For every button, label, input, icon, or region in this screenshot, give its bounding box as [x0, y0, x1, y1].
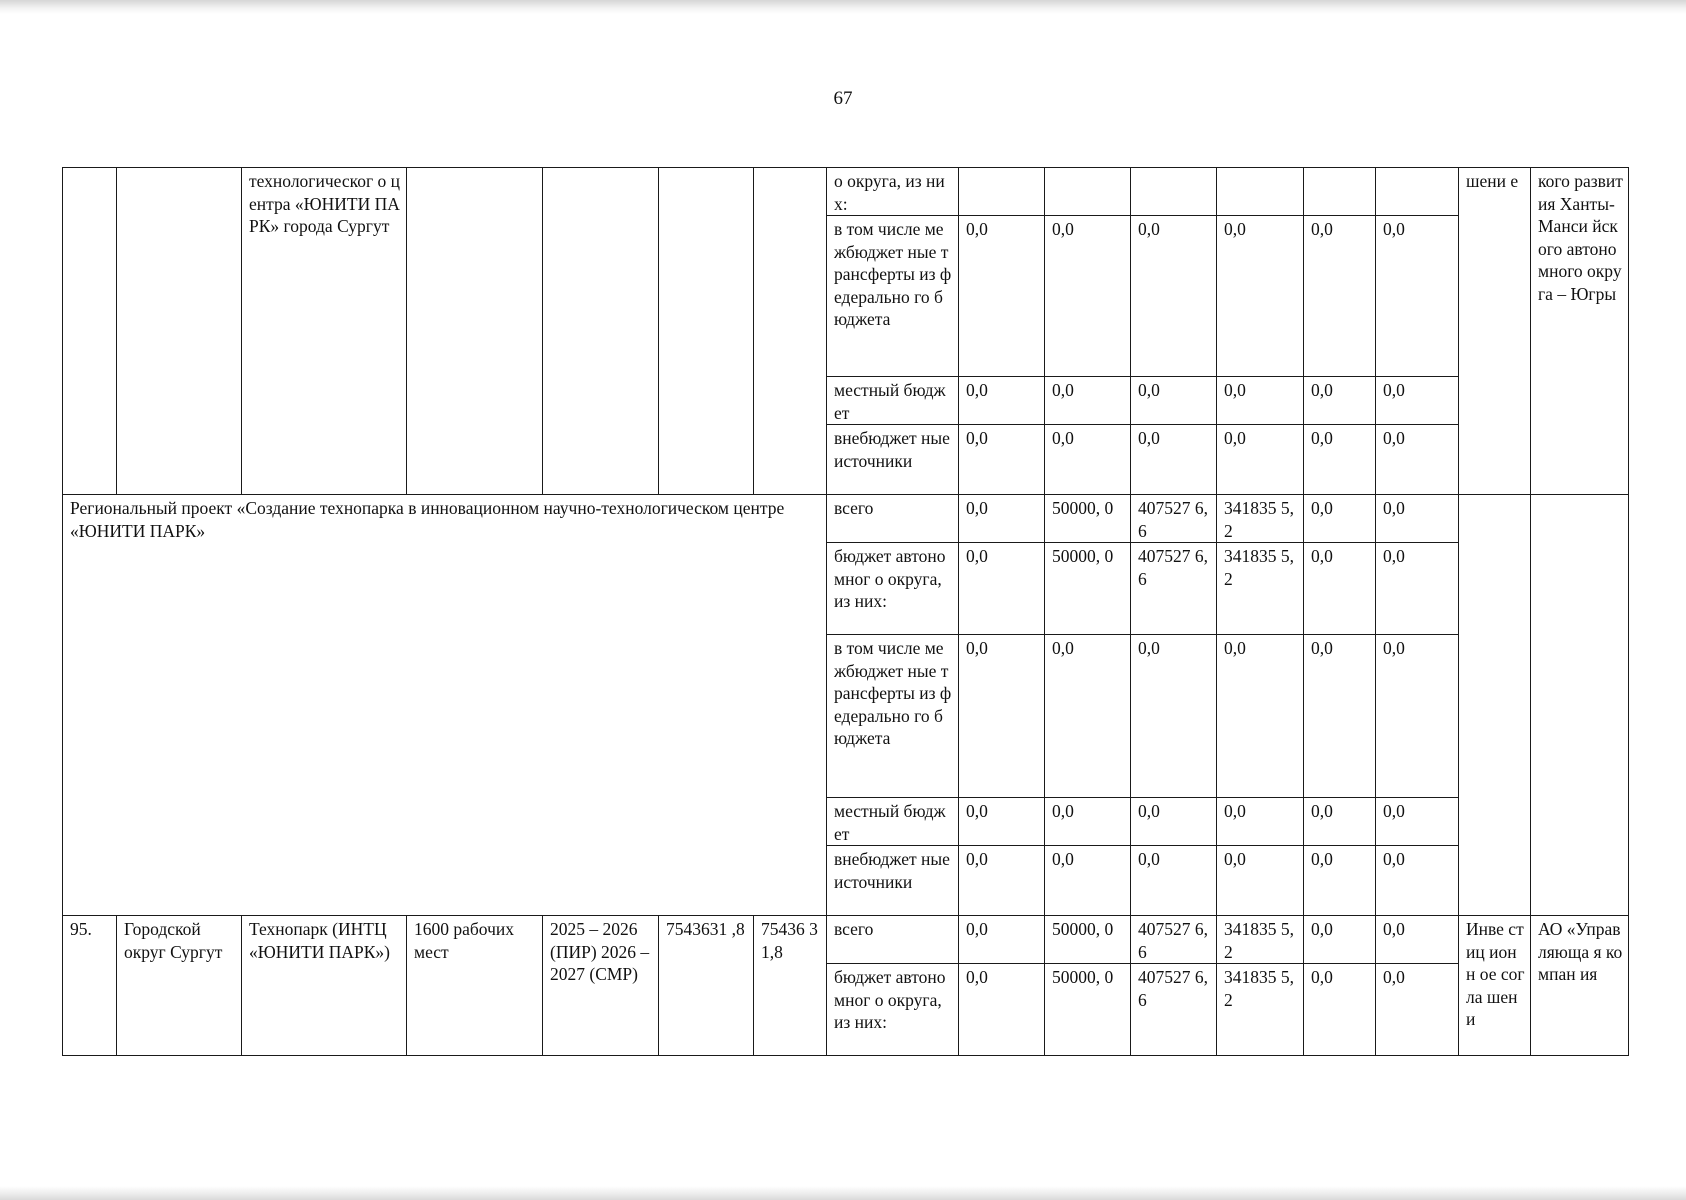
cell-object-name: технологическог о центра «ЮНИТИ ПАРК» города Сургут	[242, 168, 407, 495]
value-cell: 341835 5,2	[1217, 964, 1304, 1056]
table-row	[63, 495, 1629, 543]
value-cell: 0,0	[959, 798, 1045, 846]
funding-source-label: всего	[827, 495, 959, 543]
value-cell: 0,0	[1045, 425, 1131, 495]
funding-source-label: местный бюджет	[827, 798, 959, 846]
value-cell: 0,0	[1131, 846, 1217, 916]
cell-number: 95.	[63, 916, 117, 1056]
value-cell	[1045, 168, 1131, 216]
cell-cost-total: 7543631 ,8	[659, 916, 754, 1056]
value-cell: 0,0	[959, 635, 1045, 798]
budget-table	[62, 167, 1629, 1056]
value-cell: 0,0	[1376, 216, 1459, 377]
funding-source-label: в том числе межбюджет ные трансферты из федерально го бюджета	[827, 635, 959, 798]
value-cell: 0,0	[1376, 543, 1459, 635]
table-row	[63, 916, 1629, 964]
value-cell: 0,0	[959, 916, 1045, 964]
value-cell: 0,0	[1131, 798, 1217, 846]
value-cell: 0,0	[1304, 798, 1376, 846]
value-cell: 50000, 0	[1045, 916, 1131, 964]
cell-object-name: Технопарк (ИНТЦ «ЮНИТИ ПАРК»)	[242, 916, 407, 1056]
value-cell	[1376, 168, 1459, 216]
cell-municipality: Городской округ Сургут	[117, 916, 242, 1056]
value-cell: 0,0	[1304, 916, 1376, 964]
value-cell: 0,0	[1304, 846, 1376, 916]
value-cell	[1304, 168, 1376, 216]
value-cell: 0,0	[1045, 798, 1131, 846]
cell-municipality	[117, 168, 242, 495]
funding-source-label: в том числе межбюджет ные трансферты из федерально го бюджета	[827, 216, 959, 377]
value-cell: 0,0	[959, 377, 1045, 425]
table-row	[63, 168, 1629, 216]
cell-period	[543, 168, 659, 495]
value-cell: 0,0	[1304, 964, 1376, 1056]
value-cell: 0,0	[1217, 846, 1304, 916]
value-cell	[959, 168, 1045, 216]
value-cell: 0,0	[1376, 425, 1459, 495]
value-cell: 0,0	[1045, 216, 1131, 377]
value-cell: 0,0	[1045, 846, 1131, 916]
funding-source-label: всего	[827, 916, 959, 964]
cell-instrument-empty	[1459, 495, 1531, 916]
value-cell: 0,0	[1217, 635, 1304, 798]
cell-number	[63, 168, 117, 495]
value-cell: 0,0	[1376, 635, 1459, 798]
value-cell: 0,0	[1376, 846, 1459, 916]
cell-cost-total	[659, 168, 754, 495]
funding-source-label: внебюджет ные источники	[827, 425, 959, 495]
value-cell: 0,0	[959, 425, 1045, 495]
value-cell: 0,0	[959, 495, 1045, 543]
value-cell: 0,0	[1045, 635, 1131, 798]
value-cell: 0,0	[959, 543, 1045, 635]
value-cell: 0,0	[1131, 635, 1217, 798]
value-cell: 407527 6,6	[1131, 543, 1217, 635]
value-cell: 0,0	[959, 216, 1045, 377]
funding-source-label: бюджет автономног о округа, из них:	[827, 543, 959, 635]
value-cell: 0,0	[1376, 798, 1459, 846]
value-cell: 0,0	[1376, 377, 1459, 425]
value-cell: 0,0	[1376, 495, 1459, 543]
cell-responsible: кого развит ия Ханты-Манси йского автоно много округа – Югры	[1531, 168, 1629, 495]
value-cell: 341835 5,2	[1217, 916, 1304, 964]
value-cell	[1217, 168, 1304, 216]
funding-source-label: бюджет автономног о округа, из них:	[827, 964, 959, 1056]
scan-edge-top	[0, 0, 1686, 14]
value-cell: 0,0	[1131, 216, 1217, 377]
value-cell: 407527 6,6	[1131, 495, 1217, 543]
value-cell: 0,0	[1376, 916, 1459, 964]
value-cell: 0,0	[1131, 425, 1217, 495]
cell-period: 2025 – 2026 (ПИР) 2026 – 2027 (СМР)	[543, 916, 659, 1056]
value-cell: 50000, 0	[1045, 495, 1131, 543]
cell-instrument: шени е	[1459, 168, 1531, 495]
value-cell: 0,0	[1304, 635, 1376, 798]
value-cell: 0,0	[1304, 216, 1376, 377]
funding-source-label: о округа, из них:	[827, 168, 959, 216]
value-cell: 0,0	[959, 964, 1045, 1056]
value-cell: 0,0	[1304, 543, 1376, 635]
page-number: 67	[833, 88, 853, 109]
cell-cost-remaining: 75436 31,8	[754, 916, 827, 1056]
value-cell: 0,0	[1217, 216, 1304, 377]
value-cell	[1131, 168, 1217, 216]
value-cell: 341835 5,2	[1217, 495, 1304, 543]
cell-instrument: Инве стиц ионн ое согла шени	[1459, 916, 1531, 1056]
value-cell: 50000, 0	[1045, 964, 1131, 1056]
value-cell: 0,0	[1131, 377, 1217, 425]
value-cell: 0,0	[959, 846, 1045, 916]
funding-source-label: местный бюджет	[827, 377, 959, 425]
cell-capacity: 1600 рабочих мест	[407, 916, 543, 1056]
value-cell: 0,0	[1376, 964, 1459, 1056]
value-cell: 0,0	[1304, 495, 1376, 543]
cell-responsible-empty	[1531, 495, 1629, 916]
value-cell: 50000, 0	[1045, 543, 1131, 635]
value-cell: 0,0	[1217, 798, 1304, 846]
value-cell: 0,0	[1217, 377, 1304, 425]
value-cell: 0,0	[1304, 377, 1376, 425]
value-cell: 407527 6,6	[1131, 916, 1217, 964]
value-cell: 407527 6,6	[1131, 964, 1217, 1056]
cell-responsible: АО «Управ ляюща я компан ия	[1531, 916, 1629, 1056]
funding-source-label: внебюджет ные источники	[827, 846, 959, 916]
cell-cost-remaining	[754, 168, 827, 495]
value-cell: 0,0	[1045, 377, 1131, 425]
cell-capacity	[407, 168, 543, 495]
regional-project-title: Региональный проект «Создание технопарка в инновационном научно-технологическом центре «ЮНИТИ ПАРК»	[63, 495, 827, 916]
value-cell: 341835 5,2	[1217, 543, 1304, 635]
value-cell: 0,0	[1304, 425, 1376, 495]
scan-edge-bottom	[0, 1186, 1686, 1200]
value-cell: 0,0	[1217, 425, 1304, 495]
